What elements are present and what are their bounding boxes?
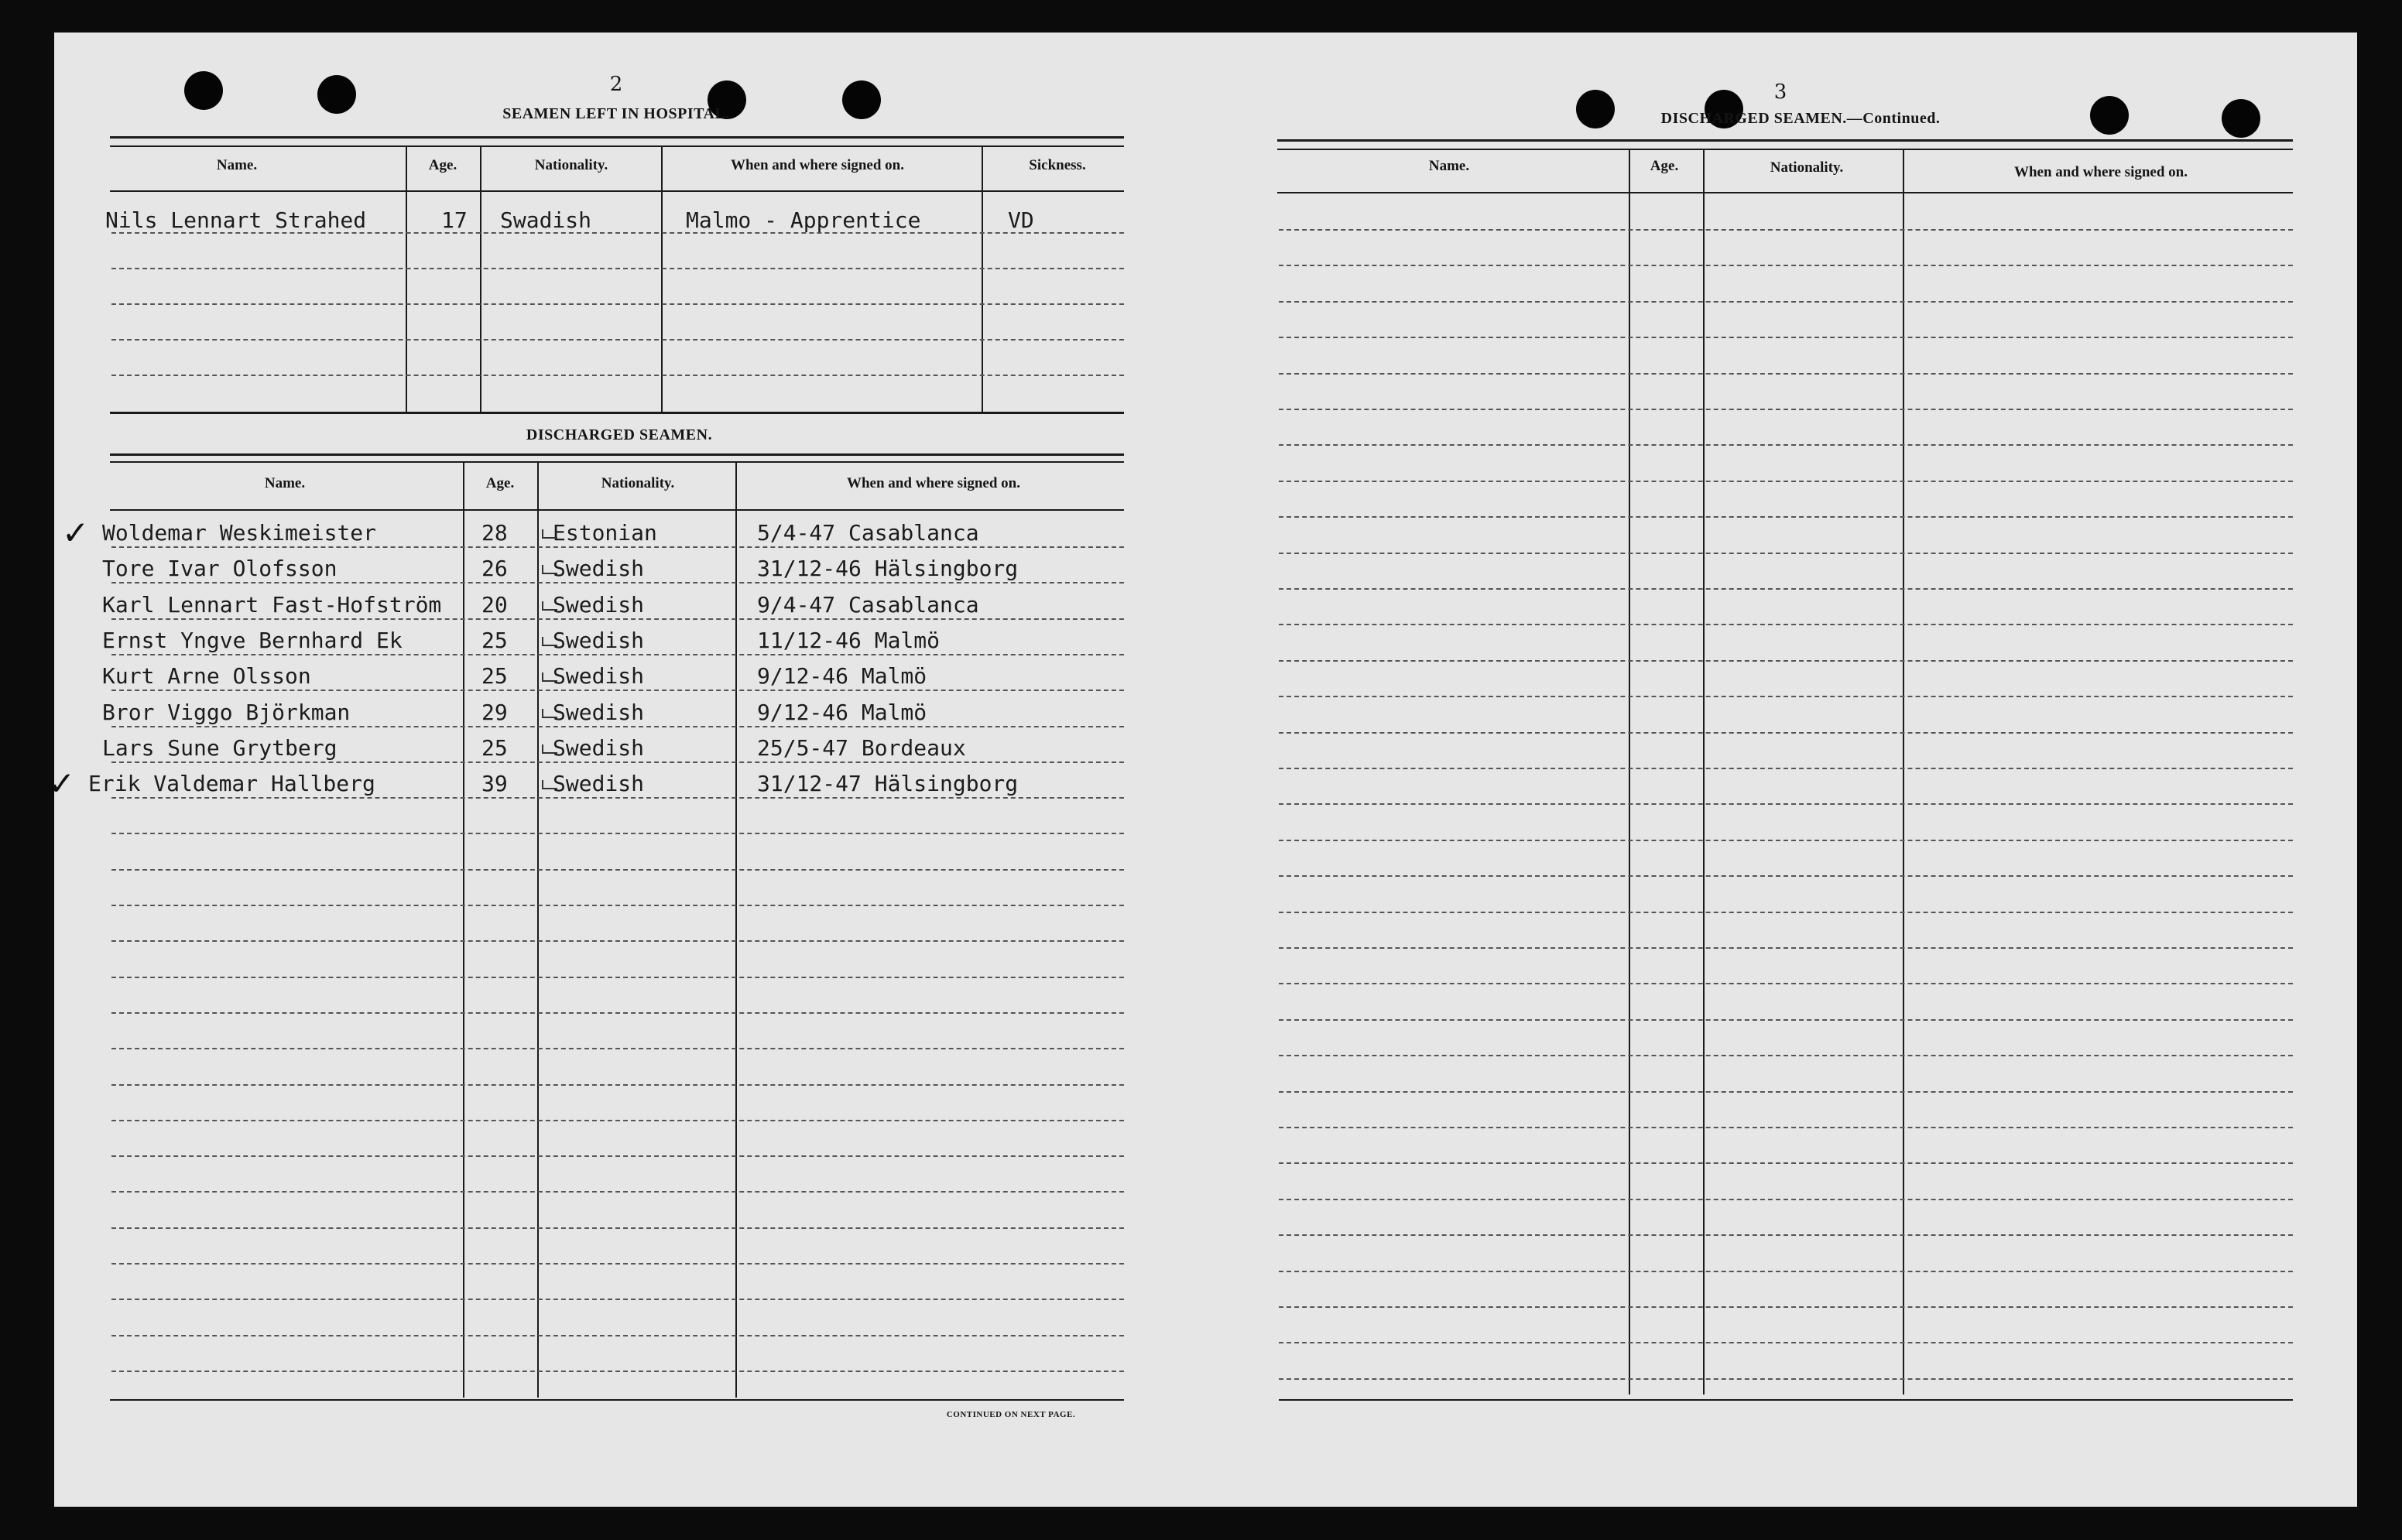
col-header-age: Age. (1650, 158, 1679, 174)
entry-line (1279, 1342, 2293, 1343)
entry-line (111, 375, 1124, 376)
continued-section-title: DISCHARGED SEAMEN.—Continued. (1660, 110, 1941, 127)
seaman-nationality: Swedish (553, 627, 645, 653)
page-number: 3 (1773, 80, 1787, 104)
seaman-signed-on: Malmo - Apprentice (686, 207, 921, 233)
entry-line (1279, 983, 2293, 984)
entry-line (1279, 1091, 2293, 1093)
entry-line (111, 268, 1124, 269)
rule (1277, 139, 2293, 142)
seaman-age: 25 (481, 734, 508, 761)
col-header-signed-on: When and where signed on. (730, 157, 905, 173)
entry-line (111, 618, 1124, 620)
entry-line (111, 940, 1124, 942)
rule (1277, 149, 2293, 150)
seaman-signed-on: 9/4-47 Casablanca (757, 591, 979, 618)
seaman-age: 17 (441, 207, 468, 233)
seaman-signed-on: 11/12-46 Malmö (757, 627, 941, 653)
entry-line (1279, 373, 2293, 375)
column-divider (537, 461, 539, 1398)
column-divider (735, 461, 737, 1398)
entry-line (1279, 229, 2293, 231)
entry-line (1279, 1199, 2293, 1200)
seaman-name: Nils Lennart Strahed (105, 207, 367, 233)
entry-line (111, 1155, 1124, 1157)
column-divider (1703, 149, 1705, 1395)
rule (1279, 1399, 2293, 1401)
entry-line (1279, 481, 2293, 482)
entry-line (111, 1263, 1124, 1265)
entry-line (111, 797, 1124, 799)
col-header-name: Name. (1428, 158, 1470, 174)
entry-line (111, 1120, 1124, 1121)
seaman-age: 26 (481, 556, 508, 582)
seaman-nationality: Estonian (553, 520, 657, 546)
entry-line (111, 1012, 1124, 1014)
entry-line (111, 1371, 1124, 1372)
punch-hole (2090, 96, 2129, 135)
rule (1277, 192, 2293, 193)
column-divider (406, 145, 407, 412)
check-mark: ✓ (48, 765, 76, 803)
column-divider (480, 145, 481, 412)
entry-line (1279, 1234, 2293, 1236)
entry-line (1279, 444, 2293, 446)
punch-hole (2222, 99, 2260, 138)
seaman-name: Erik Valdemar Hallberg (88, 771, 375, 797)
entry-line (1279, 1378, 2293, 1380)
rule (110, 145, 1124, 147)
document-sheet (54, 33, 2357, 1507)
rule (110, 461, 1124, 463)
entry-line (1279, 337, 2293, 338)
entry-line (111, 1335, 1124, 1336)
entry-line (111, 1191, 1124, 1193)
col-header-age: Age. (428, 157, 457, 173)
punch-hole (1576, 90, 1615, 128)
column-divider (463, 461, 464, 1398)
entry-line (1279, 624, 2293, 625)
seaman-age: 25 (481, 663, 508, 690)
punch-hole (317, 75, 356, 114)
entry-line (1279, 1055, 2293, 1056)
entry-line (1279, 301, 2293, 303)
rule (110, 136, 1124, 139)
continued-note: CONTINUED ON NEXT PAGE. (946, 1410, 1076, 1419)
ditto-tick-mark (542, 565, 557, 574)
ditto-tick-mark (542, 709, 557, 718)
seaman-name: Karl Lennart Fast-Hofström (102, 591, 442, 618)
col-header-age: Age. (485, 475, 515, 491)
entry-line (111, 1299, 1124, 1300)
seaman-nationality: Swedish (553, 556, 645, 582)
punch-hole (842, 80, 881, 119)
entry-line (1279, 265, 2293, 266)
seaman-nationality: Swedish (553, 771, 645, 797)
column-divider (1629, 149, 1630, 1395)
col-header-sickness: Sickness. (1029, 157, 1086, 173)
entry-line (1279, 912, 2293, 913)
entry-line (1279, 768, 2293, 769)
seaman-signed-on: 9/12-46 Malmö (757, 699, 927, 725)
seaman-name: Kurt Arne Olsson (102, 663, 311, 690)
seaman-age: 29 (481, 699, 508, 725)
discharged-section-title: DISCHARGED SEAMEN. (526, 426, 713, 443)
entry-line (1279, 696, 2293, 697)
entry-line (111, 726, 1124, 727)
entry-line (111, 869, 1124, 871)
seaman-nationality: Swedish (553, 699, 645, 725)
rule (110, 509, 1124, 511)
entry-line (111, 582, 1124, 583)
entry-line (1279, 840, 2293, 841)
entry-line (1279, 1162, 2293, 1164)
ditto-tick-mark (542, 672, 557, 682)
punch-hole (184, 71, 223, 110)
entry-line (1279, 1306, 2293, 1308)
seaman-signed-on: 5/4-47 Casablanca (757, 520, 979, 546)
entry-line (1279, 803, 2293, 805)
seaman-name: Ernst Yngve Bernhard Ek (102, 627, 403, 653)
entry-line (111, 977, 1124, 978)
col-header-signed-on: When and where signed on. (2013, 164, 2188, 180)
col-header-nationality: Nationality. (534, 157, 608, 173)
seaman-nationality: Swedish (553, 663, 645, 690)
seaman-name: Woldemar Weskimeister (102, 520, 377, 546)
entry-line (1279, 732, 2293, 734)
ditto-tick-mark (542, 637, 557, 646)
page-number: 2 (609, 73, 623, 96)
seaman-signed-on: 31/12-46 Hälsingborg (757, 556, 1019, 582)
ditto-tick-mark (542, 744, 557, 754)
col-header-nationality: Nationality. (601, 475, 675, 491)
seaman-sickness: VD (1008, 207, 1034, 233)
col-header-name: Name. (216, 157, 258, 173)
entry-line (1279, 1019, 2293, 1021)
seaman-signed-on: 31/12-47 Hälsingborg (757, 771, 1019, 797)
entry-line (1279, 1127, 2293, 1128)
entry-line (111, 1048, 1124, 1049)
entry-line (111, 654, 1124, 655)
seaman-signed-on: 25/5-47 Bordeaux (757, 734, 966, 761)
entry-line (111, 546, 1124, 548)
seaman-age: 39 (481, 771, 508, 797)
seaman-signed-on: 9/12-46 Malmö (757, 663, 927, 690)
col-header-signed-on: When and where signed on. (846, 475, 1021, 491)
seaman-name: Bror Viggo Björkman (102, 699, 351, 725)
entry-line (1279, 588, 2293, 590)
entry-line (111, 1084, 1124, 1086)
entry-line (1279, 660, 2293, 662)
entry-line (111, 833, 1124, 834)
rule (110, 1399, 1124, 1401)
entry-line (1279, 875, 2293, 877)
col-header-name: Name. (264, 475, 306, 491)
col-header-nationality: Nationality. (1770, 159, 1844, 176)
entry-line (1279, 947, 2293, 949)
seaman-nationality: Swedish (553, 591, 645, 618)
entry-line (111, 303, 1124, 305)
entry-line (111, 339, 1124, 341)
hospital-section-title: SEAMEN LEFT IN HOSPITAL. (502, 105, 730, 122)
seaman-age: 28 (481, 520, 508, 546)
rule (110, 412, 1124, 414)
rule (110, 190, 1124, 192)
seaman-age: 25 (481, 627, 508, 653)
entry-line (1279, 553, 2293, 554)
column-divider (661, 145, 663, 412)
ditto-tick-mark (542, 601, 557, 611)
ditto-tick-mark (542, 529, 557, 539)
column-divider (1903, 149, 1904, 1395)
entry-line (1279, 516, 2293, 518)
seaman-nationality: Swedish (553, 734, 645, 761)
seaman-age: 20 (481, 591, 508, 618)
entry-line (1279, 1271, 2293, 1272)
ditto-tick-mark (542, 780, 557, 789)
entry-line (111, 690, 1124, 691)
entry-line (1279, 409, 2293, 410)
entry-line (111, 1227, 1124, 1229)
entry-line (111, 905, 1124, 906)
seaman-name: Lars Sune Grytberg (102, 734, 338, 761)
seaman-nationality: Swadish (500, 207, 592, 233)
column-divider (982, 145, 983, 412)
seaman-name: Tore Ivar Olofsson (102, 556, 338, 582)
entry-line (111, 761, 1124, 763)
rule (110, 453, 1124, 456)
check-mark: ✓ (62, 514, 90, 552)
